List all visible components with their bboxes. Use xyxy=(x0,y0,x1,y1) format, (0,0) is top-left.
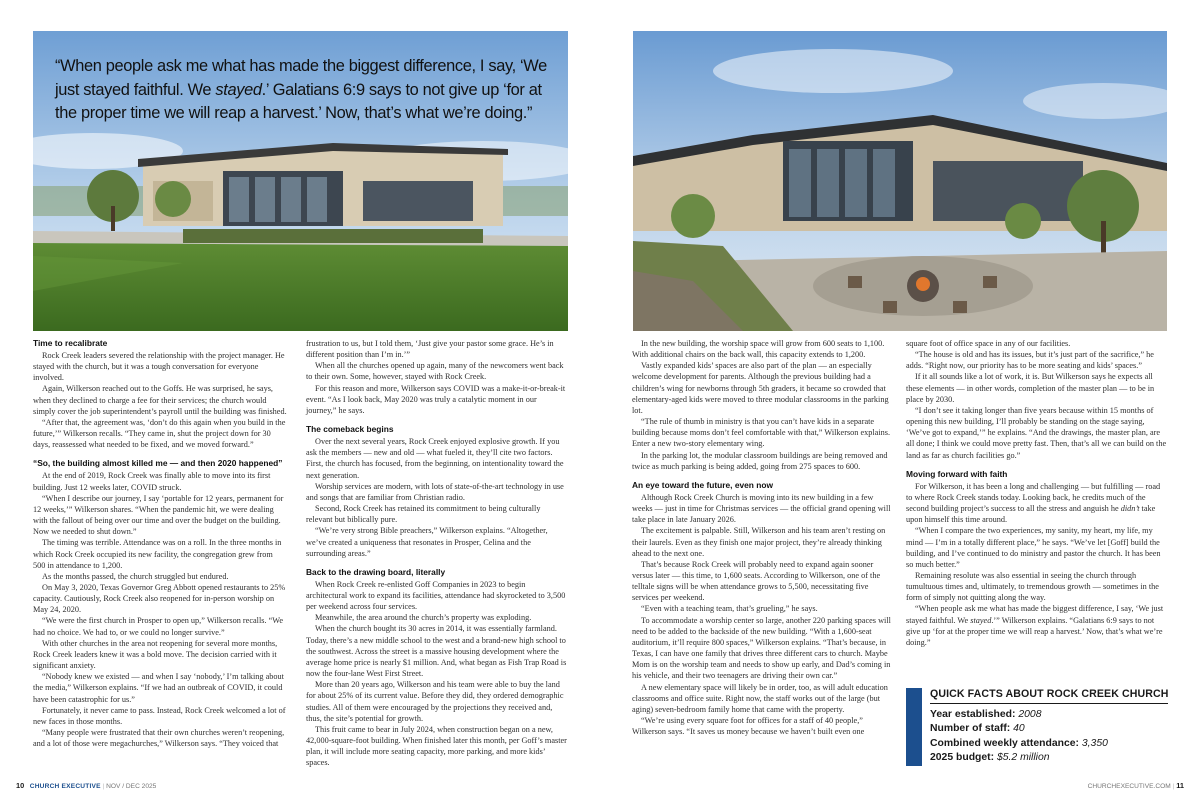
quick-facts-divider xyxy=(930,703,1168,704)
paragraph: In the new building, the worship space will grow from 600 seats to 1,100. With additional chairs on the back wall, this capacity extends to 1,200. xyxy=(632,339,885,360)
footer-separator: | xyxy=(1172,783,1175,790)
section-heading: An eye toward the future, even now xyxy=(632,479,774,490)
hero-image-left xyxy=(33,31,568,331)
footer-right xyxy=(1088,781,1184,790)
paragraph: That’s because Rock Creek will probably need to expand again sooner versus later — this time, to 1,600 seats. According to Wilkerson, one of the telltale signs will be when attendance grows to 5,500, necessitating five services per weekend. xyxy=(632,559,881,603)
paragraph: “The house is old and has its issues, but it’s just part of the sacrifice,” he adds. “Right now, our priority has to be more seating and kids’ spaces.” xyxy=(906,350,1154,371)
paragraph xyxy=(906,481,1168,526)
paragraph: Worship services are modern, with lots of state-of-the-art technology in use and songs that are familiar from Christian radio. xyxy=(306,481,564,502)
paragraph-text: For Wilkerson, it has been a long and challenging — but fulfilling — road to where Rock Creek stands today. Looking back, he credits much of the second building project’s success to all the stress and anguish he xyxy=(906,481,1161,514)
paragraph: Vastly expanded kids’ spaces are also part of the plan — an especially welcome development for parents. Although the previous building had a children’s wing for newborns through 5th graders, it became so crowded that elementary-aged kids were moved to three modular classrooms in the parking lot. xyxy=(632,361,889,415)
fact-label: Combined weekly attendance: xyxy=(930,737,1079,749)
pull-quote xyxy=(55,55,560,126)
paragraph: To accommodate a worship center so large, another 220 parking spaces will need to be added to the backside of the new building. “With a 1,600-seat auditorium, it’ll require 800 spaces,” Wilkerson explains. “That’s because, in Texas, I can have one family that drives three different cars to church. Maybe Mom is on the worship team and needs to show up early, and Dad’s coming in his vehicle, and their two teenagers are driving their own car.” xyxy=(632,615,891,681)
section-heading: The comeback begins xyxy=(306,424,394,435)
paragraph xyxy=(906,603,1168,648)
paragraph-text: take upon himself this time around. xyxy=(906,504,1156,525)
fact-label: Year established: xyxy=(930,709,1016,720)
footer-separator: | xyxy=(102,783,105,790)
paragraph: “Nobody knew we existed — and when I say ‘nobody,’ I’m talking about the media,” Wilkerson explains. “If we had an outbreak of COVID, it could have been catastrophic for us.” xyxy=(33,672,284,704)
paragraph: “We’re very strong Bible preachers,” Wilkerson explains. “Altogether, we’ve created a uniqueness that resonates in Prosper, Celina and the surrounding areas.” xyxy=(306,526,548,558)
emphasis-text: stayed xyxy=(970,615,992,625)
article-column-2 xyxy=(306,338,568,768)
quick-facts-list xyxy=(930,708,1108,766)
fact-year-established xyxy=(930,708,1108,722)
paragraph: Meanwhile, the area around the church’s property was exploding. xyxy=(315,613,532,623)
paragraph: “After that, the agreement was, ‘don’t do this again when you build in the future,’” Wilkerson recalls. “They came in, shut the project down for 30 days, reassessed what needed to be fixed, and we moved forward.” xyxy=(33,417,286,450)
paragraph: This fruit came to bear in July 2024, when construction began on a new, 42,000-square-foot building. When finished later this month, per Goff’s master plan, it will include more seating capacity, more parking, and more kids’ spaces. xyxy=(306,724,567,768)
section-heading: Time to recalibrate xyxy=(33,338,108,348)
paragraph: As the months passed, the church struggled but endured. xyxy=(42,571,229,581)
page-number-right: 11 xyxy=(1176,781,1184,790)
fact-value: 2008 xyxy=(1018,709,1042,720)
fact-budget xyxy=(930,751,1108,765)
paragraph: Over the next several years, Rock Creek enjoyed explosive growth. If you ask the members — new and old — what fueled it, they’ll cite two factors. First, the church has focused, from the beginning, on intentionality toward the next generation. xyxy=(306,437,564,480)
fact-value: 3,350 xyxy=(1081,737,1108,749)
paragraph: “I don’t see it taking longer than five years because within 15 months of opening this new building, I’ll probably be standing on the stage saying, ‘We’ve got to expand,’” he explains. “And the drawings, the master plan, are all done; I think we could move pretty fast. Then, that’s all we can build on the land as far as church facilities go.” xyxy=(906,405,1167,460)
section-heading: Moving forward with faith xyxy=(906,468,1008,479)
paragraph: For this reason and more, Wilkerson says COVID was a make-it-or-break-it event. “As I look back, May 2020 was truly a catalytic moment in our journey,” he says. xyxy=(306,383,566,415)
paragraph: With other churches in the area not reopening for several more months, Rock Creek leaders knew it was a bold move. The decision carried with it significant anxiety. xyxy=(33,638,278,671)
hero-image-right xyxy=(633,31,1167,331)
paragraph: A new elementary space will likely be in order, too, as will adult education classrooms and office suite. Right now, the staff works out of the large (but aging) seven-bedroom family home that came with the property. xyxy=(632,682,888,714)
quick-facts-accent-bar xyxy=(906,688,922,766)
paragraph: In the parking lot, the modular classroom buildings are being removed and twice as much parking is being added, going from 275 spaces to 600. xyxy=(632,450,888,471)
fact-value: $5.2 million xyxy=(996,752,1050,764)
paragraph: Fortunately, it never came to pass. Instead, Rock Creek welcomed a lot of new faces in those months. xyxy=(33,705,286,726)
paragraph: On May 3, 2020, Texas Governor Greg Abbott opened restaurants to 25% capacity. Cautiously, Rock Creek also reopened for in-person worship on May 24, 2020. xyxy=(33,582,286,615)
pull-quote-text-start: “When people ask me what has made the biggest difference, I say, ‘We just stayed faithful. We xyxy=(55,57,547,99)
article-column-4 xyxy=(906,338,1168,648)
paragraph: The excitement is palpable. Still, Wilkerson and his team aren’t resting on their laurels. Even as they finish one major project, they’re already thinking ahead to the next one. xyxy=(632,526,886,558)
fact-number-of-staff xyxy=(930,722,1108,736)
section-heading: Back to the drawing board, literally xyxy=(306,566,446,577)
paragraph: “Even with a teaching team, that’s grueling,” he says. xyxy=(641,604,818,614)
quick-facts-title: QUICK FACTS ABOUT ROCK CREEK CHURCH xyxy=(930,688,1169,700)
paragraph: When Rock Creek re-enlisted Goff Companies in 2023 to begin architectural work to expand its facilities, attendance had skyrocketed to 3,500 per weekend across four services. xyxy=(306,579,566,612)
paragraph: Second, Rock Creek has retained its commitment to being culturally relevant but biblically pure. xyxy=(306,504,541,525)
paragraph: square foot of office space in any of our facilities. xyxy=(906,339,1071,348)
fact-label: 2025 budget: xyxy=(930,752,995,764)
paragraph: “We were the first church in Prosper to open up,” Wilkerson recalls. “We had no choice. We had to, or we could no longer survive.” xyxy=(33,616,284,637)
fact-weekly-attendance xyxy=(930,737,1108,751)
page-number-left: 10 xyxy=(16,781,25,790)
paragraph: If it all sounds like a lot of work, it is. But Wilkerson says he expects all these elements — in other words, completion of the master plan — to be in place by 2030. xyxy=(906,372,1155,404)
paragraph: The timing was terrible. Attendance was on a roll. In the three months in which Rock Creek occupied its new facility, the congregation grew from 500 in attendance to 1,200. xyxy=(33,538,282,570)
paragraph: More than 20 years ago, Wilkerson and his team were able to buy the land for about 25% of its current value. Before they did, they ordered demographic studies. All of them were encouraged by the projections they received and, thus, the site’s potential for growth. xyxy=(306,680,564,723)
paragraph-text: “When people ask me what has made the biggest difference, I say, ‘We just stayed faithful. We xyxy=(906,604,1164,625)
fact-value: 40 xyxy=(1013,723,1025,735)
issue-date: NOV / DEC 2025 xyxy=(106,783,157,790)
emphasis-text: didn’t xyxy=(1120,504,1140,514)
paragraph: Rock Creek leaders severed the relationship with the project manager. He stayed with the church, but it was a tough conversation for everyone involved. xyxy=(33,351,285,383)
footer-left xyxy=(16,781,156,790)
paragraph-text: .’” Wilkerson explains. “Galatians 6:9 says to not give up ‘for at the proper time we will reap a harvest.’ Now, that’s what we’re doing.” xyxy=(906,615,1163,647)
paragraph: “When I compare the two experiences, my sanity, my heart, my life, my mind — I’m in a totally different place,” he says. “We’ve let [Goff] build the building, and I’ve continued to do ministry and pastor the church. It has been so much better.” xyxy=(906,526,1161,569)
magazine-name: CHURCH EXECUTIVE xyxy=(29,783,101,790)
article-column-3 xyxy=(632,338,896,737)
article-column-1 xyxy=(33,338,287,749)
section-heading: “So, the building almost killed me — and then 2020 happened” xyxy=(33,458,283,469)
paragraph: Again, Wilkerson reached out to the Goffs. He was surprised, he says, when they declined to charge a fee for their services; the church would simply cover the job superintendent’s payroll until the building was finished. xyxy=(33,384,287,416)
paragraph: Although Rock Creek Church is moving into its new building in a few weeks — just in time for Christmas services — the official grand opening will take place in late January 2026. xyxy=(632,492,891,525)
paragraph: When the church bought its 30 acres in 2014, it was essentially farmland. Today, there’s a new middle school to the west and a brand-new high school to the southwest. Across the street is a massive housing development where the average home price is nearly $1 million. And, what began as Fish Trap Road is now the four-lane West First Street. xyxy=(306,624,567,679)
paragraph: When all the churches opened up again, many of the newcomers went back to their own. Some, however, stayed with Rock Creek. xyxy=(306,361,564,382)
paragraph: “When I describe our journey, I say ‘portable for 12 years, permanent for 12 weeks,’” Wilkerson shares. “When the pandemic hit, we were dealing with the fallout of being over our time and over the budget on the building. Now we needed to shut down.” xyxy=(33,493,284,537)
website-url[interactable]: CHURCHEXECUTIVE.COM xyxy=(1087,783,1171,790)
quick-facts-box xyxy=(906,688,1168,766)
fact-label: Number of staff: xyxy=(930,723,1011,735)
paragraph: frustration to us, but I told them, ‘Just give your pastor some grace. He’s in different position than I’m in.’” xyxy=(306,339,554,360)
pull-quote-emphasis: stayed xyxy=(215,80,262,99)
paragraph: At the end of 2019, Rock Creek was finally able to move into its first building. Just 12 weeks later, COVID struck. xyxy=(33,471,271,492)
church-rendering-patio xyxy=(633,31,1167,331)
paragraph: Remaining resolute was also essential in seeing the church through tumultuous times and, ultimately, to tremendous growth — sometimes in the form of simply not quitting along the way. xyxy=(906,570,1159,603)
paragraph: “The rule of thumb in ministry is that you can’t have kids in a separate building because moms don’t feel comfortable with that,” Wilkerson explains. Enter a new two-story elementary wing. xyxy=(632,417,891,449)
pull-quote-text-end: .’ Galatians 6:9 says to not give up ‘for at the proper time we will reap a harvest.’ Now, that’s what we’re doing.” xyxy=(55,80,542,123)
paragraph: “Many people were frustrated that their own churches weren’t reopening, and a lot of those were megachurches,” Wilkerson says. “They voiced that xyxy=(33,728,285,749)
paragraph: “We’re using every square foot for offices for a staff of 40 people,” Wilkerson says. “It saves us money because we haven’t built even one xyxy=(632,716,865,737)
